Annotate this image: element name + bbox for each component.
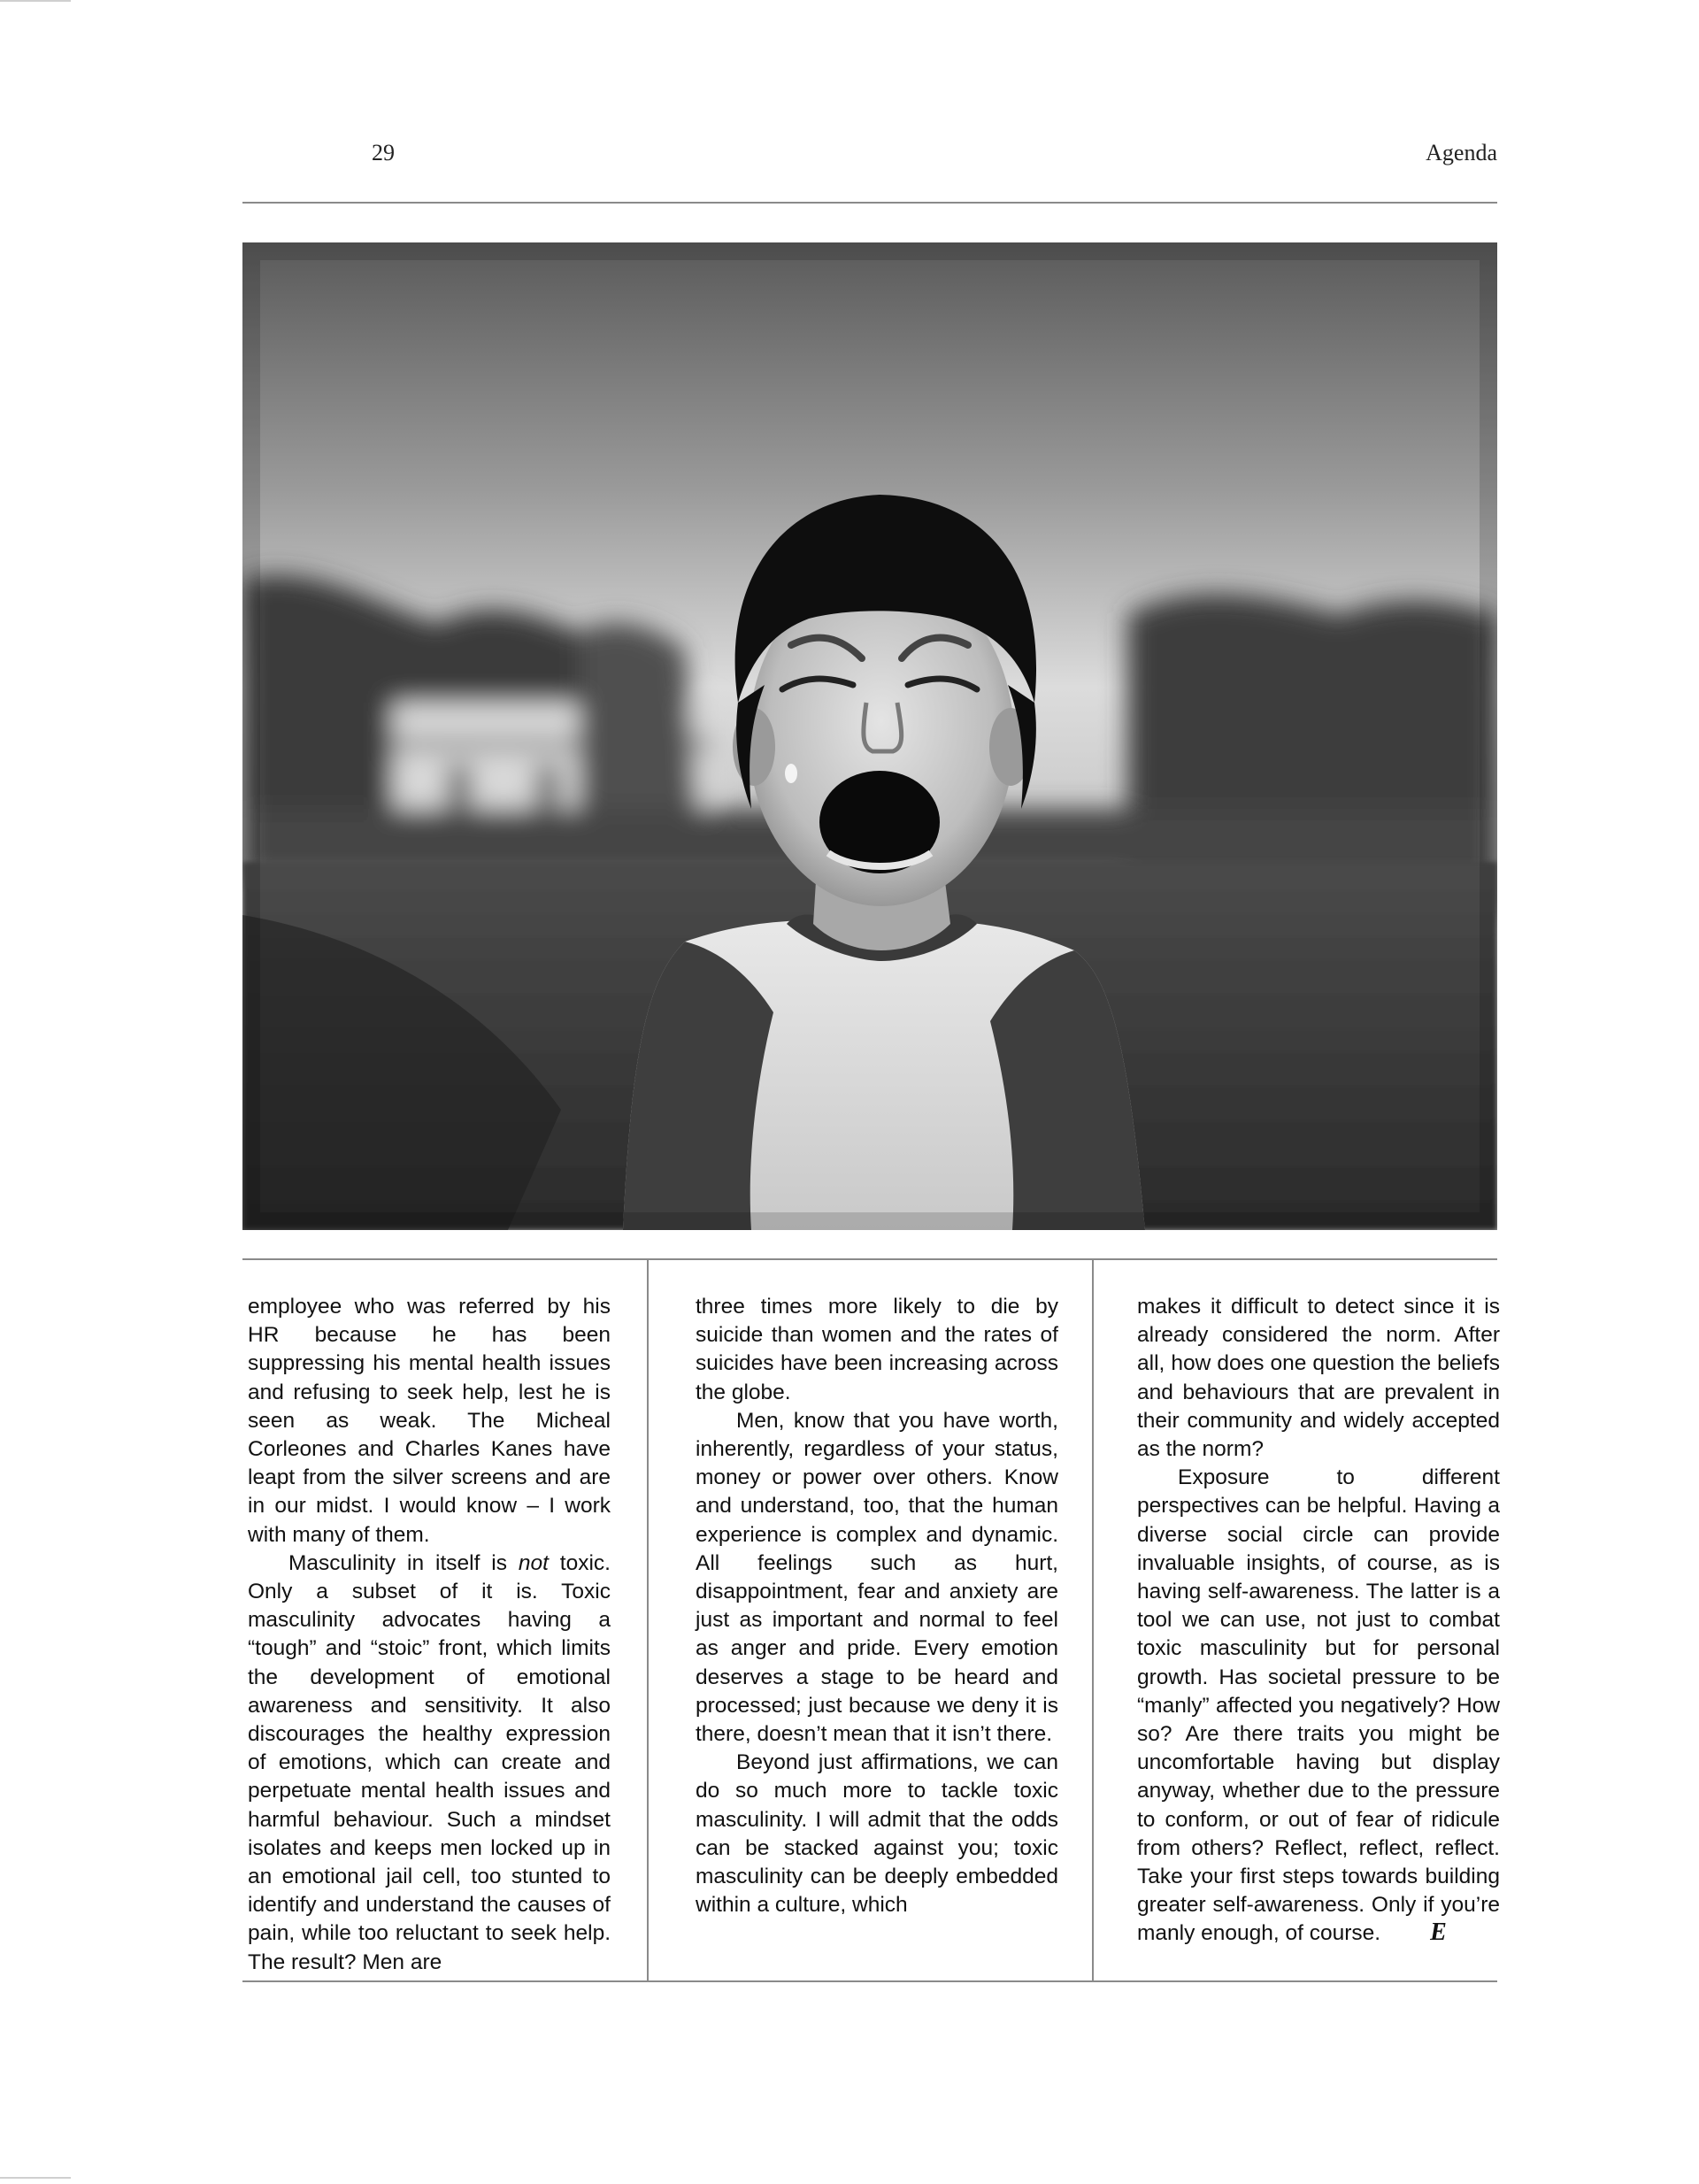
- paragraph: Masculinity in itself is not toxic. Only a subset of it is. Toxic masculinity advocates having a “tough” and “stoic” front, which limits the development of emotional awareness and sensitivity. It also discourages the healthy expression of emotions, which can create and perpetuate mental health issues and harmful behaviour. Such a mindset isolates and keeps men locked up in an emotional jail cell, too stunted to identify and understand the causes of pain, while too reluctant to seek help. The result? Men are: [248, 1550, 611, 1974]
- column-divider: [1092, 1258, 1094, 1980]
- header-rule: [242, 202, 1497, 204]
- article-column-3: [1137, 1293, 1500, 1949]
- paragraph: Exposure to different perspectives can be helpful. Having a diverse social circle can provide invaluable insights, of course, as is having self-awareness. The latter is a tool we can use, not just to combat toxic masculinity but for personal growth. Has societal pressure to be “manly” affected you negatively? How so? Are there traits you might be uncomfortable having but display anyway, whether due to the pressure to conform, or out of fear of ridicule from others? Reflect, reflect, reflect. Take your first steps towards building greater self-awareness. Only if you’re manly enough, of course. E: [1137, 1465, 1500, 1947]
- article-column-1: [248, 1293, 611, 1977]
- article-photo: [242, 242, 1497, 1230]
- paragraph: Beyond just affirmations, we can do so much more to tackle toxic masculinity. I will admit that the odds can be stacked against you; toxic masculinity can be deeply embedded within a culture, which: [696, 1750, 1058, 1918]
- paragraph: makes it difficult to detect since it is already considered the norm. After all, how does one question the beliefs and behaviours that are prevalent in their community and widely accepted as the norm?: [1137, 1295, 1500, 1462]
- emphasis: not: [518, 1550, 549, 1575]
- article-column-2: [696, 1293, 1058, 1919]
- paragraph: employee who was referred by his HR because he has been suppressing his mental health issues and refusing to seek help, lest he is seen as weak. The Micheal Corleones and Charles Kanes have leapt from the silver screens and are in our midst. I would know – I work with many of them.: [248, 1295, 611, 1547]
- footer-rule: [242, 1980, 1497, 1982]
- photo-bottom-rule: [242, 1258, 1497, 1260]
- paragraph: three times more likely to die by suicide than women and the rates of suicides have been increasing across the globe.: [696, 1295, 1058, 1404]
- section-name: Agenda: [1426, 140, 1497, 165]
- page-number: 29: [372, 140, 395, 165]
- corner-crop-mark-bottom: [0, 2177, 71, 2179]
- paragraph: Men, know that you have worth, inherently, regardless of your status, money or power over others. Know and understand, too, that the human experience is complex and dynamic. All feelings such as hurt, disappointment, fear and anxiety are just as important and normal to feel as anger and pride. Every emotion deserves a stage to be heard and processed; just because we deny it is there, doesn’t mean that it isn’t there.: [696, 1408, 1058, 1747]
- end-of-article-icon: E: [1430, 1919, 1447, 1947]
- column-divider: [647, 1258, 649, 1980]
- corner-crop-mark-top: [0, 0, 71, 2]
